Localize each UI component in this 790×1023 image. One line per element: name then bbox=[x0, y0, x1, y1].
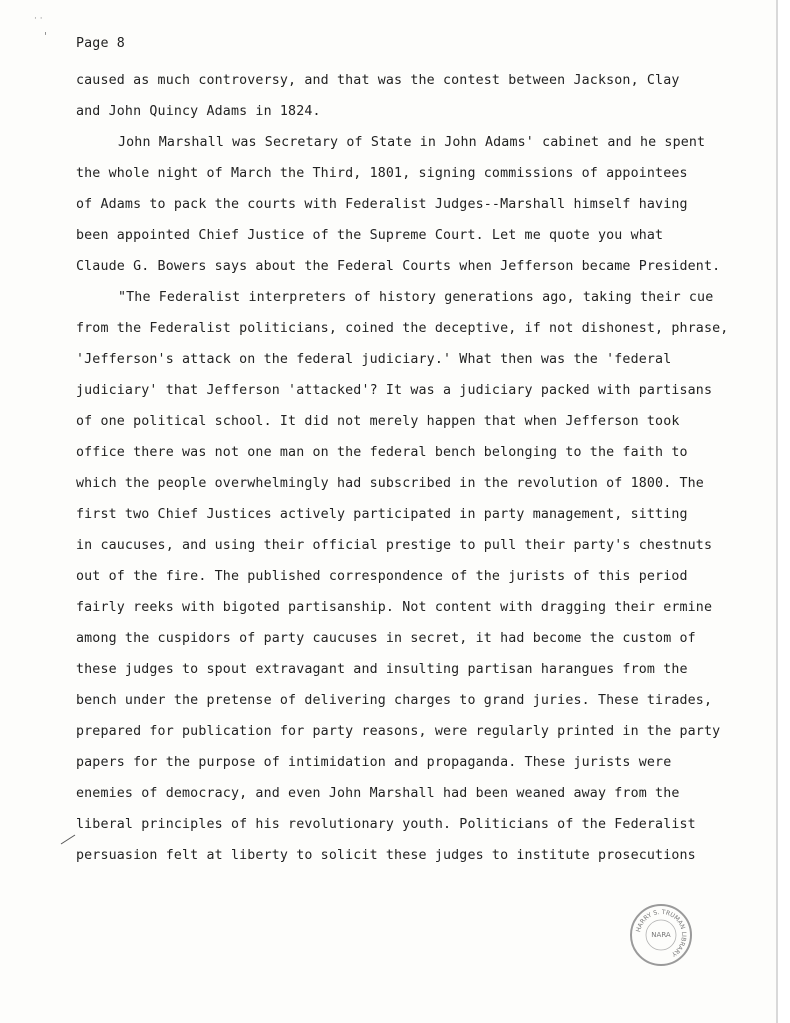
text-line: first two Chief Justices actively participated in party management, sitting bbox=[76, 507, 688, 522]
text-line: prepared for publication for party reasons, were regularly printed in the party bbox=[76, 724, 721, 739]
text-line: caused as much controversy, and that was the contest between Jackson, Clay bbox=[76, 73, 680, 88]
library-stamp bbox=[630, 904, 692, 966]
text-line: 'Jefferson's attack on the federal judiciary.' What then was the 'federal bbox=[76, 352, 672, 367]
text-line: persuasion felt at liberty to solicit these judges to institute prosecutions bbox=[76, 848, 696, 863]
text-line: from the Federalist politicians, coined the deceptive, if not dishonest, phrase, bbox=[76, 321, 729, 336]
text-line: of Adams to pack the courts with Federalist Judges--Marshall himself having bbox=[76, 197, 688, 212]
scan-edge bbox=[778, 0, 790, 1023]
text-line: "The Federalist interpreters of history generations ago, taking their cue bbox=[118, 290, 714, 305]
text-line: among the cuspidors of party caucuses in secret, it had become the custom of bbox=[76, 631, 696, 646]
text-line: bench under the pretense of delivering charges to grand juries. These tirades, bbox=[76, 693, 713, 708]
stamp-ring-text: HARRY S. TRUMAN LIBRARY bbox=[635, 908, 688, 958]
text-line: of one political school. It did not merely happen that when Jefferson took bbox=[76, 414, 680, 429]
text-line: the whole night of March the Third, 1801, signing commissions of appointees bbox=[76, 166, 688, 181]
page-label: Page 8 bbox=[76, 36, 125, 51]
text-line: which the people overwhelmingly had subscribed in the revolution of 1800. The bbox=[76, 476, 704, 491]
text-line: enemies of democracy, and even John Marshall had been weaned away from the bbox=[76, 786, 680, 801]
text-line: and John Quincy Adams in 1824. bbox=[76, 104, 321, 119]
corner-tick: ' bbox=[44, 30, 48, 43]
text-line: out of the fire. The published correspondence of the jurists of this period bbox=[76, 569, 688, 584]
text-line: liberal principles of his revolutionary youth. Politicians of the Federalist bbox=[76, 817, 696, 832]
text-line: in caucuses, and using their official prestige to pull their party's chestnuts bbox=[76, 538, 713, 553]
corner-mark: · · bbox=[34, 14, 43, 24]
text-line: John Marshall was Secretary of State in John Adams' cabinet and he spent bbox=[118, 135, 706, 150]
text-line: judiciary' that Jefferson 'attacked'? It was a judiciary packed with partisans bbox=[76, 383, 713, 398]
stamp-center-text: NARA bbox=[651, 931, 671, 939]
text-line: been appointed Chief Justice of the Supreme Court. Let me quote you what bbox=[76, 228, 664, 243]
margin-check-icon bbox=[60, 832, 76, 848]
text-line: papers for the purpose of intimidation and propaganda. These jurists were bbox=[76, 755, 672, 770]
text-line: Claude G. Bowers says about the Federal Courts when Jefferson became President. bbox=[76, 259, 721, 274]
text-line: fairly reeks with bigoted partisanship. Not content with dragging their ermine bbox=[76, 600, 713, 615]
text-line: these judges to spout extravagant and insulting partisan harangues from the bbox=[76, 662, 688, 677]
text-line: office there was not one man on the federal bench belonging to the faith to bbox=[76, 445, 688, 460]
